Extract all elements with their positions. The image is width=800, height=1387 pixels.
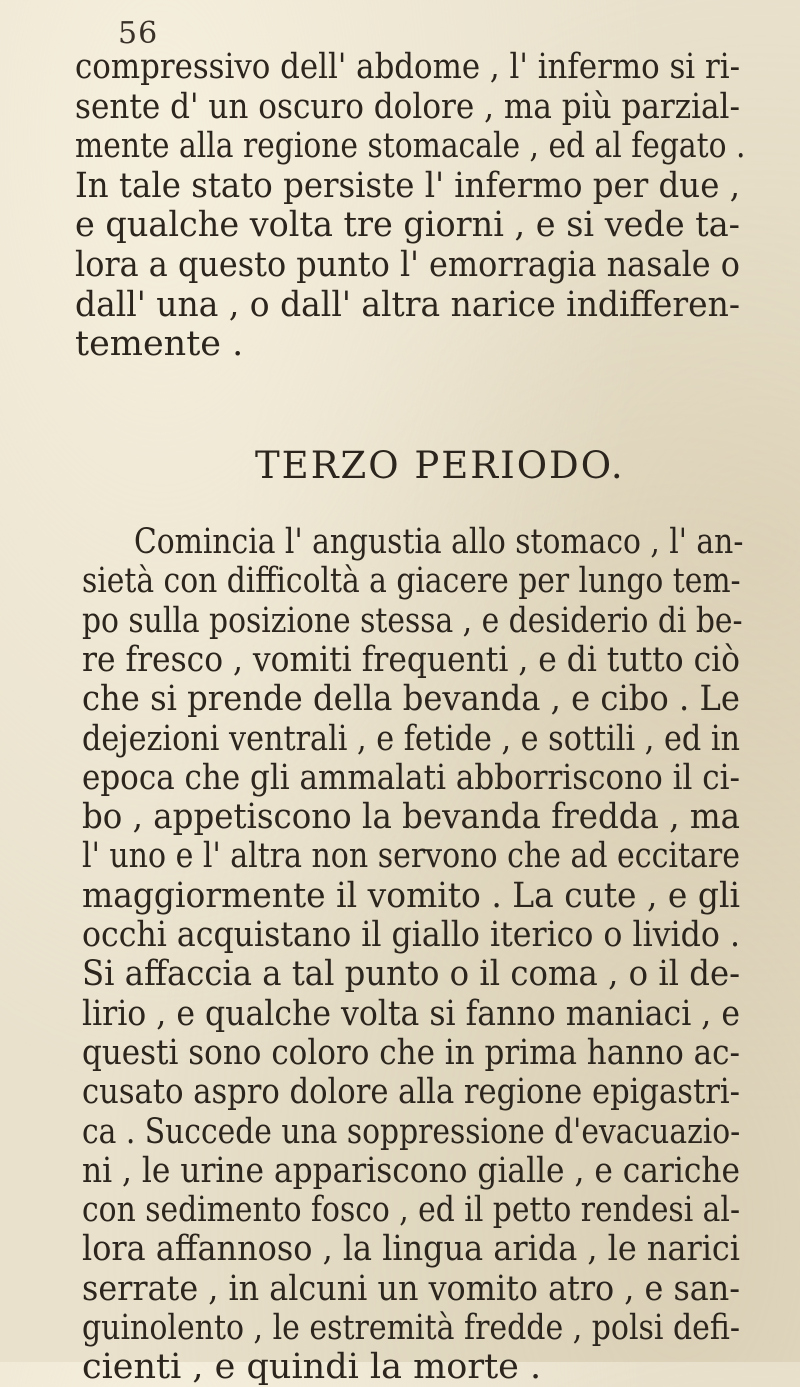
paragraph-2-line: ni , le urine appariscono gialle , e cariche [82, 1150, 740, 1191]
paragraph-2-line: cienti , e quindi la morte . [82, 1347, 542, 1387]
paragraph-1-line: mente alla regione stomacale , ed al fegato . [75, 126, 746, 167]
paragraph-1-line: sente d' un oscuro dolore , ma più parzial- [75, 86, 740, 127]
paragraph-2-line: sietà con difficoltà a giacere per lungo tem- [82, 561, 741, 602]
paragraph-2-line: po sulla posizione stessa , e desiderio di be- [82, 600, 743, 641]
paragraph-2-line: bo , appetiscono la bevanda fredda , ma [82, 797, 740, 838]
paragraph-2-line: l' uno e l' altra non servono che ad eccitare [82, 836, 740, 877]
paragraph-2-line: re fresco , vomiti frequenti , e di tutto ciò [82, 639, 740, 680]
paragraph-2-line: epoca che gli ammalati abborriscono il ci- [82, 757, 740, 798]
section-heading-text: TERZO PERIODO. [255, 444, 625, 487]
paragraph-1-line: lora a questo punto l' emorragia nasale o [75, 245, 740, 285]
paragraph-2-line: questi sono coloro che in prima hanno ac- [82, 1032, 740, 1073]
paragraph-2-line: Comincia l' angustia allo stomaco , l' an- [134, 522, 744, 562]
paragraph-2-line: guinolento , le estremità fredde , polsi defi- [82, 1308, 740, 1348]
paragraph-2-line: occhi acquistano il giallo iterico o livido . [82, 915, 740, 955]
paragraph-1-line: temente . [75, 324, 244, 365]
paragraph-1-line: e qualche volta tre giorni , e si vede ta- [75, 205, 740, 246]
section-heading [255, 444, 800, 488]
paragraph-1-line: dall' una , o dall' altra narice indifferen- [75, 284, 740, 325]
page-number: 56 [118, 16, 159, 51]
paragraph-2-line: che si prende della bevanda , e cibo . Le [82, 679, 740, 720]
paragraph-2-line: serrate , in alcuni un vomito atro , e san- [82, 1268, 740, 1309]
paragraph-2-line: maggiormente il vomito . La cute , e gli [82, 875, 740, 916]
paragraph-2-line: ca . Succede una soppressione d'evacuazio- [82, 1111, 741, 1152]
paragraph-2-line: lora affannoso , la lingua arida , le narici [82, 1229, 740, 1270]
paragraph-1-line: In tale stato persiste l' infermo per due , [75, 165, 740, 206]
paragraph-2-line: lirio , e qualche volta si fanno maniaci , e [82, 993, 740, 1034]
paragraph-2-line: dejezioni ventrali , e fetide , e sottili , ed in [82, 718, 740, 759]
paragraph-1-line: compressivo dell' abdome , l' infermo si ri- [75, 47, 740, 87]
paragraph-2-line: cusato aspro dolore alla regione epigastri- [82, 1072, 740, 1113]
paragraph-2-line: Si affaccia a tal punto o il coma , o il de- [82, 954, 740, 995]
paragraph-2-line: con sedimento fosco , ed il petto rendesi al- [82, 1190, 740, 1231]
